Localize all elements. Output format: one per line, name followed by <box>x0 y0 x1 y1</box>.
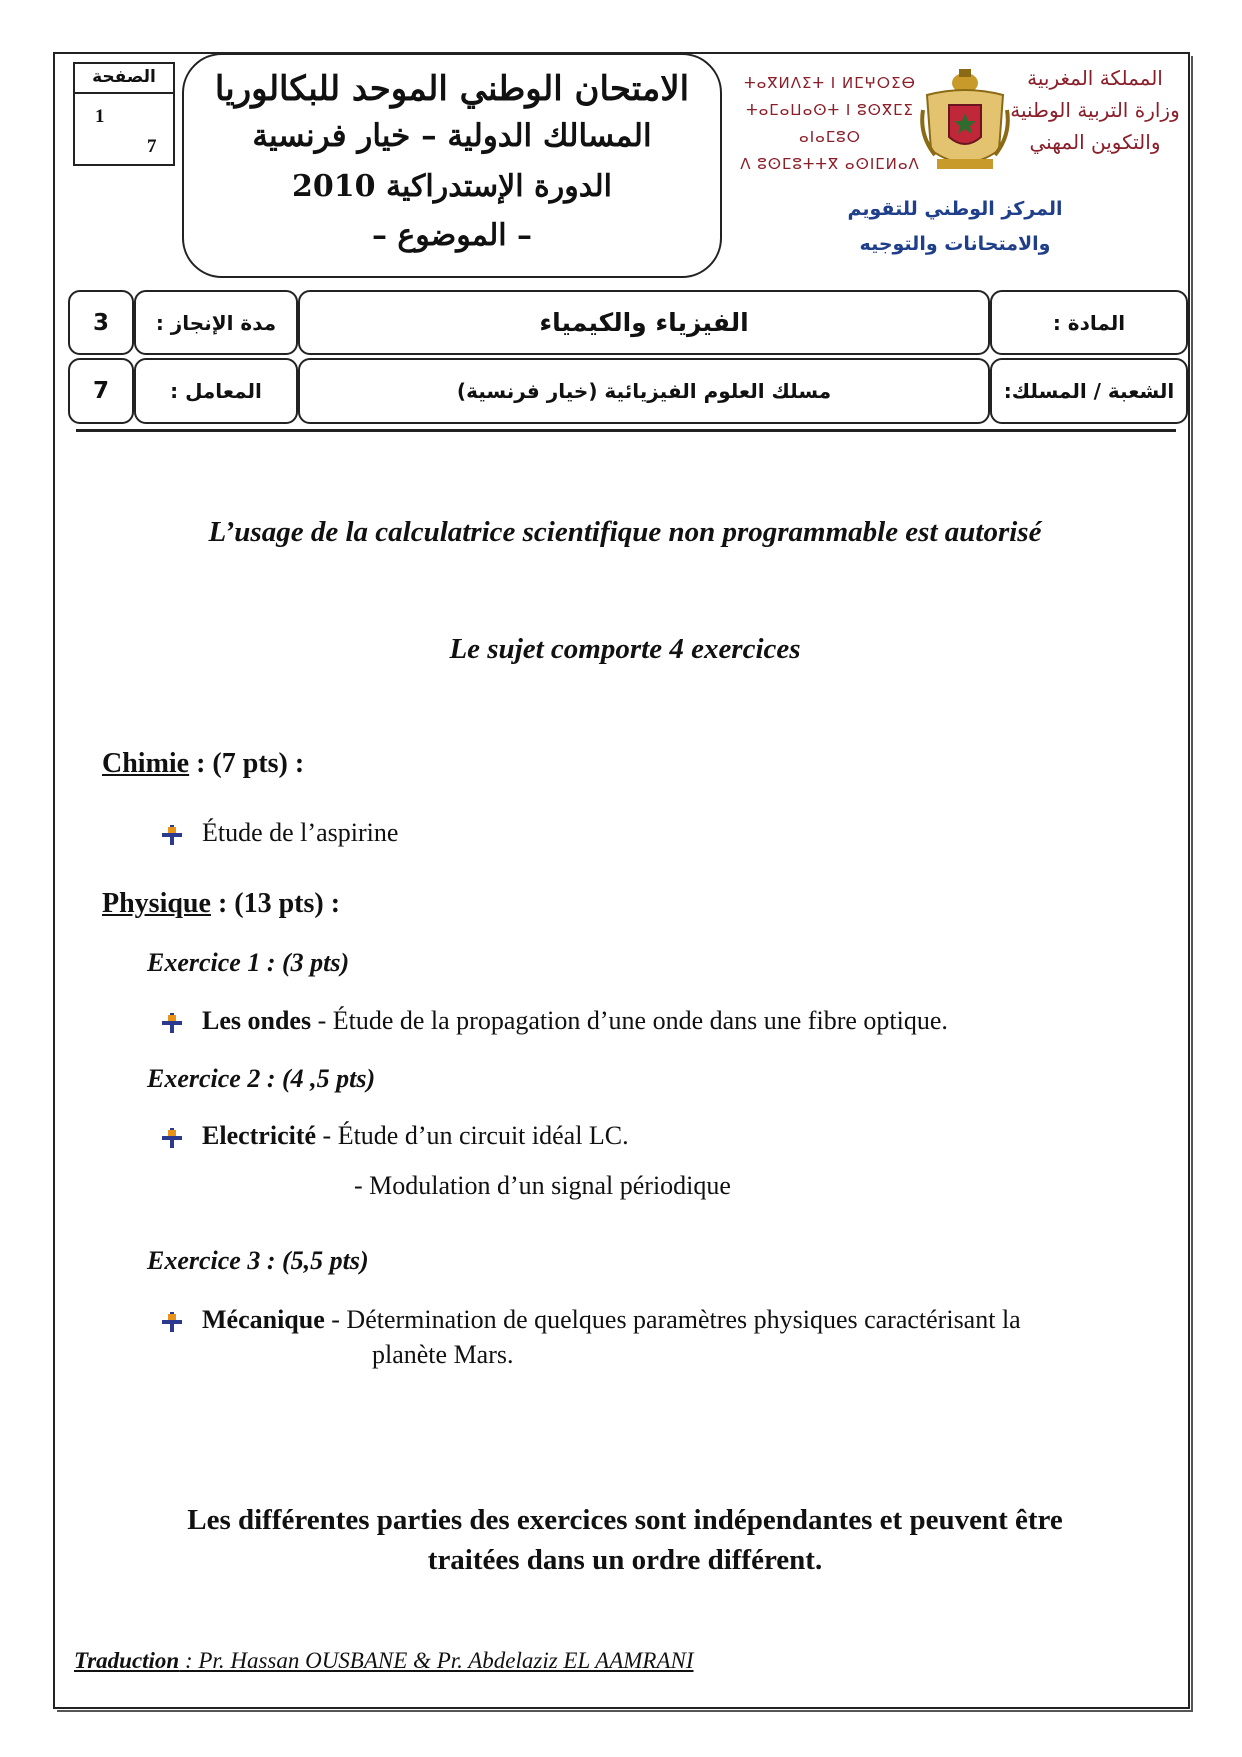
coefficient-value: 7 <box>68 358 134 424</box>
chimie-item-text: Étude de l’aspirine <box>202 818 399 847</box>
ministry-line: والتكوين المهني <box>1029 130 1161 154</box>
track-label: الشعبة / المسلك: <box>990 358 1188 424</box>
exercise-1-item <box>162 1006 948 1036</box>
exercise-3-title: Exercice 3 : (5,5 pts) <box>147 1246 369 1275</box>
amazigh-line: ⵜⴰⵎⴰⵡⴰⵙⵜ ⵏ ⵓⵙⴳⵎⵉ ⴰⵏⴰⵎⵓⵔ <box>746 101 914 146</box>
coat-of-arms-icon <box>915 55 1015 180</box>
translation-label: Traduction <box>74 1648 180 1673</box>
exercise-3-topic: Mécanique <box>202 1305 325 1334</box>
exercise-2-item <box>162 1121 629 1151</box>
exercise-2-desc-2: - Modulation d’un signal périodique <box>354 1171 731 1200</box>
exercise-count-notice: Le sujet comporte 4 exercices <box>449 633 801 665</box>
bullet-plus-icon <box>162 1127 184 1149</box>
chimie-title: Chimie <box>102 748 190 779</box>
exercise-1-topic: Les ondes <box>202 1006 312 1035</box>
ministry-name-arabic <box>1010 62 1180 158</box>
calculator-notice: L’usage de la calculatrice scientifique non programmable est autorisé <box>208 516 1042 548</box>
frame-shadow-right <box>1191 56 1193 1712</box>
bullet-plus-icon <box>162 824 184 846</box>
center-line: والامتحانات والتوجيه <box>859 233 1051 255</box>
bullet-plus-icon <box>162 1311 184 1333</box>
page-current: 1 <box>95 106 105 127</box>
track-value: مسلك العلوم الفيزيائية (خيار فرنسية) <box>298 358 990 424</box>
duration-value: 3 <box>68 290 134 355</box>
center-line: المركز الوطني للتقويم <box>847 198 1063 220</box>
subject-label: المادة : <box>990 290 1188 355</box>
chimie-points: : (7 pts) : <box>189 748 305 779</box>
exercise-2-desc-1: - Étude d’un circuit idéal LC. <box>316 1121 629 1150</box>
exam-title-line-4: – الموضوع – <box>371 218 533 253</box>
exam-title-box <box>182 53 722 278</box>
exam-title-line-1: الامتحان الوطني الموحد للبكالوريا <box>214 69 690 109</box>
amazigh-line: ⴷ ⵓⵙⵎⵓⵜⵜⴳ ⴰⵙⵏⵎⵍⴰⴷ <box>740 155 920 173</box>
exercise-3-desc-2: planète Mars. <box>372 1340 514 1369</box>
chimie-item <box>162 818 398 848</box>
exercise-3-item <box>162 1305 1021 1335</box>
ministry-name-amazigh <box>740 70 920 178</box>
physique-heading <box>102 888 340 920</box>
physique-title: Physique <box>102 888 211 919</box>
physique-points: : (13 pts) : <box>210 888 341 919</box>
ministry-line: المملكة المغربية <box>1027 66 1163 90</box>
exam-title-line-3: الدورة الإستدراكية 2010 <box>292 169 612 204</box>
bullet-plus-icon <box>162 1012 184 1034</box>
page-total: 7 <box>147 136 157 157</box>
page-number-box <box>73 62 175 166</box>
duration-label: مدة الإنجاز : <box>134 290 298 355</box>
exercise-2-title: Exercice 2 : (4 ,5 pts) <box>147 1064 376 1093</box>
amazigh-line: ⵜⴰⴳⵍⴷⵉⵜ ⵏ ⵍⵎⵖⵔⵉⴱ <box>744 74 916 92</box>
exercise-3-desc-1: - Détermination de quelques paramètres physiques caractérisant la <box>324 1305 1021 1334</box>
closing-note <box>60 1500 1190 1580</box>
header-divider <box>76 429 1176 432</box>
translation-credit <box>74 1648 694 1674</box>
chimie-heading <box>102 748 304 780</box>
coefficient-label: المعامل : <box>134 358 298 424</box>
page-label: الصفحة <box>75 64 173 94</box>
exercise-1-desc: - Étude de la propagation d’une onde dans une fibre optique. <box>311 1006 948 1035</box>
exercise-1-title: Exercice 1 : (3 pts) <box>147 948 350 977</box>
exercise-2-topic: Electricité <box>202 1121 317 1150</box>
frame-shadow-bottom <box>57 1710 1193 1712</box>
exam-title-line-2: المسالك الدولية – خيار فرنسية <box>252 118 652 154</box>
translation-text: : Pr. Hassan OUSBANE & Pr. Abdelaziz EL AAMRANI <box>179 1648 694 1673</box>
closing-line-1: Les différentes parties des exercices sont indépendantes et peuvent être <box>187 1504 1063 1536</box>
closing-line-2: traitées dans un ordre différent. <box>427 1544 823 1576</box>
subject-value: الفيزياء والكيمياء <box>298 290 990 355</box>
ministry-line: وزارة التربية الوطنية <box>1010 98 1180 122</box>
national-center-name <box>840 192 1070 262</box>
